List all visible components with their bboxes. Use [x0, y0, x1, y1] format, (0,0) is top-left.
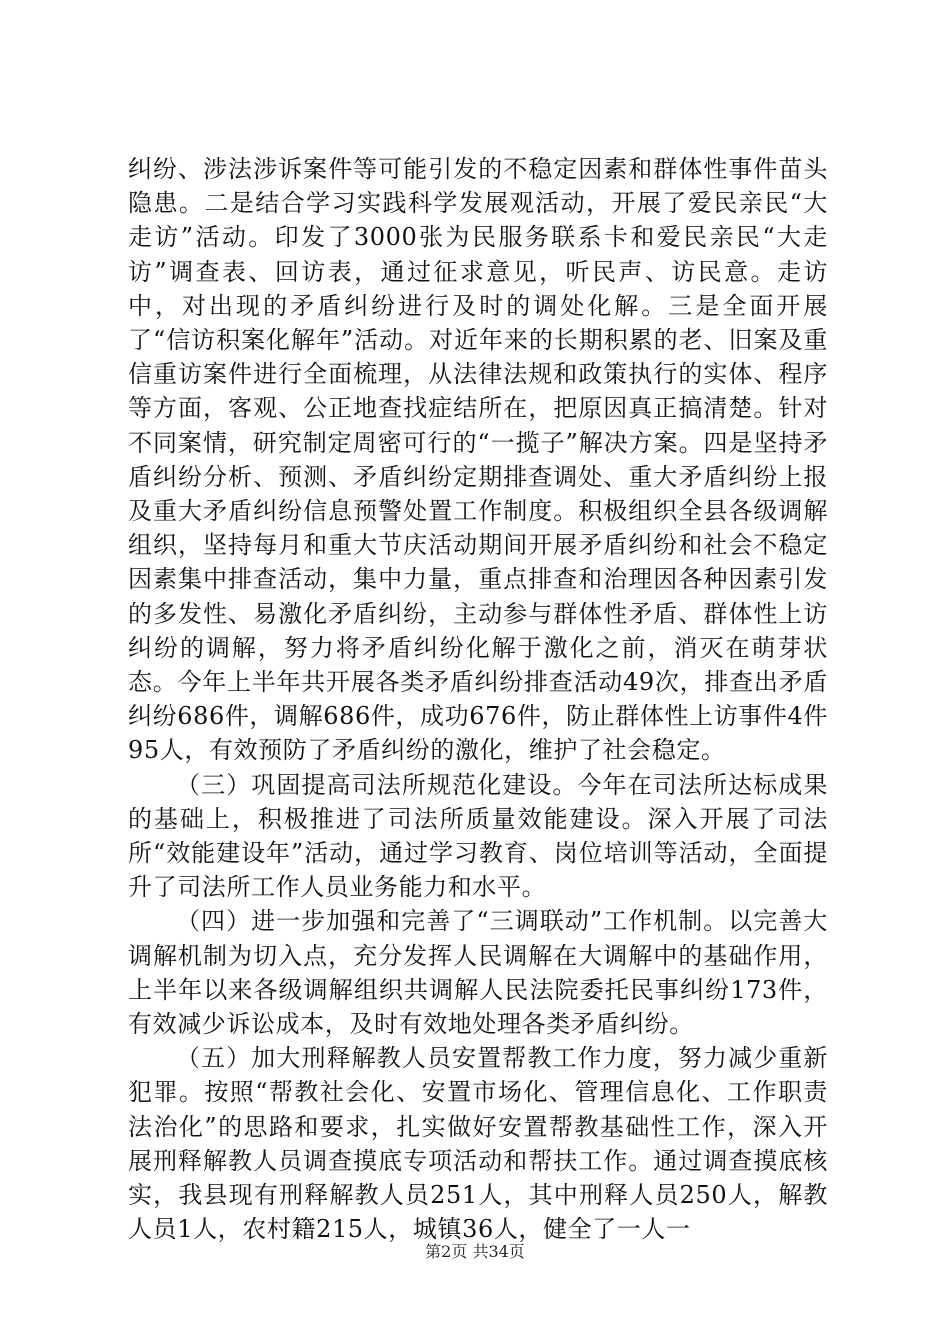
paragraph-2: （三）巩固提高司法所规范化建设。今年在司法所达标成果的基础上，积极推进了司法所质量效能建设。深入开展了司法所“效能建设年”活动，通过学习教育、岗位培训等活动，全面提升了司法所工作人员业务能力和水平。 — [128, 770, 828, 902]
paragraph-1: 纠纷、涉法涉诉案件等可能引发的不稳定因素和群体性事件苗头隐患。二是结合学习实践科学发展观活动，开展了爱民亲民“大走访”活动。印发了3000张为民服务联系卡和爱民亲民“大走访”调查表、回访表，通过征求意见，听民声、访民意。走访中，对出现的矛盾纠纷进行及时的调处化解。三是全面开展了“信访积案化解年”活动。对近年来的长期积累的老、旧案及重信重访案件进行全面梳理，从法律法规和政策执行的实体、程序等方面，客观、公正地查找症结所在，把原因真正搞清楚。针对不同案情，研究制定周密可行的“一揽子”解决方案。四是坚持矛盾纠纷分析、预测、矛盾纠纷定期排查调处、重大矛盾纠纷上报及重大矛盾纠纷信息预警处置工作制度。积极组织全县各级调解组织，坚持每月和重大节庆活动期间开展矛盾纠纷和社会不稳定因素集中排查活动，集中力量，重点排查和治理因各种因素引发的多发性、易激化矛盾纠纷，主动参与群体性矛盾、群体性上访纠纷的调解，努力将矛盾纠纷化解于激化之前，消灭在萌芽状态。今年上半年共开展各类矛盾纠纷排查活动49次，排查出矛盾纠纷686件，调解686件，成功676件，防止群体性上访事件4件95人，有效预防了矛盾纠纷的激化，维护了社会稳定。 — [128, 155, 828, 765]
document-body — [128, 152, 828, 1247]
page-number-footer: 第2页 共34页 — [425, 1242, 525, 1261]
paragraph-3: （四）进一步加强和完善了“三调联动”工作机制。以完善大调解机制为切入点，充分发挥人民调解在大调解中的基础作用，上半年以来各级调解组织共调解人民法院委托民事纠纷173件，有效减少诉讼成本，及时有效地处理各类矛盾纠纷。 — [128, 907, 828, 1039]
paragraph-4: （五）加大刑释解教人员安置帮教工作力度，努力减少重新犯罪。按照“帮教社会化、安置市场化、管理信息化、工作职责法治化”的思路和要求，扎实做好安置帮教基础性工作，深入开展刑释解教人员调查摸底专项活动和帮扶工作。通过调查摸底核实，我县现有刑释解教人员251人，其中刑释人员250人，解教人员1人，农村籍215人，城镇36人，健全了一人一 — [128, 1044, 828, 1244]
